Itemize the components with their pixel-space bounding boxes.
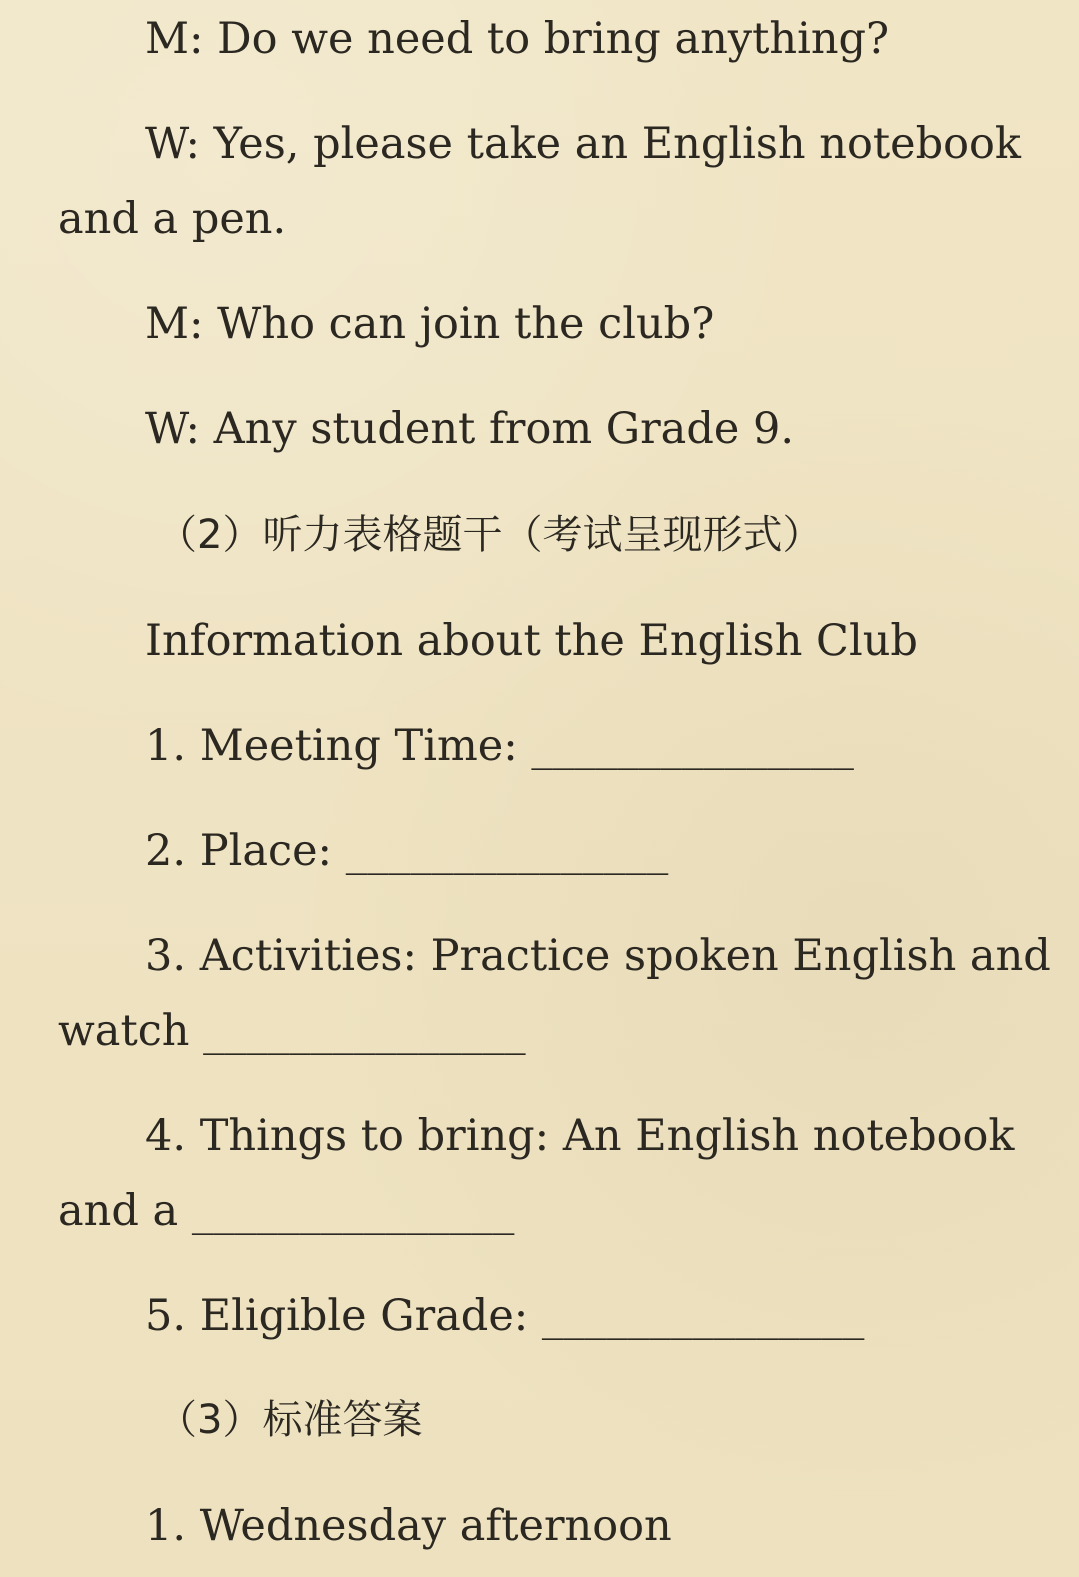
dialog-line-w-notebook-cont: and a pen. — [58, 194, 287, 244]
dialog-line-m-bring: M: Do we need to bring anything? — [145, 14, 890, 64]
table-title: Information about the English Club — [145, 616, 918, 666]
item-things-to-bring: 4. Things to bring: An English notebook — [145, 1111, 1015, 1161]
section-heading-table-question: （2）听力表格题干（考试呈现形式） — [157, 512, 823, 558]
item-eligible-grade: 5. Eligible Grade: _______________ — [145, 1291, 865, 1341]
item-place: 2. Place: _______________ — [145, 826, 669, 876]
section-heading-answers: （3）标准答案 — [157, 1397, 423, 1443]
dialog-line-m-join: M: Who can join the club? — [145, 299, 715, 349]
item-meeting-time: 1. Meeting Time: _______________ — [145, 721, 854, 771]
answer-1: 1. Wednesday afternoon — [145, 1501, 672, 1551]
item-activities: 3. Activities: Practice spoken English and — [145, 931, 1051, 981]
dialog-line-w-notebook: W: Yes, please take an English notebook — [145, 119, 1021, 169]
item-activities-cont: watch _______________ — [58, 1006, 526, 1056]
dialog-line-w-grade: W: Any student from Grade 9. — [145, 404, 794, 454]
item-things-to-bring-cont: and a _______________ — [58, 1186, 515, 1236]
